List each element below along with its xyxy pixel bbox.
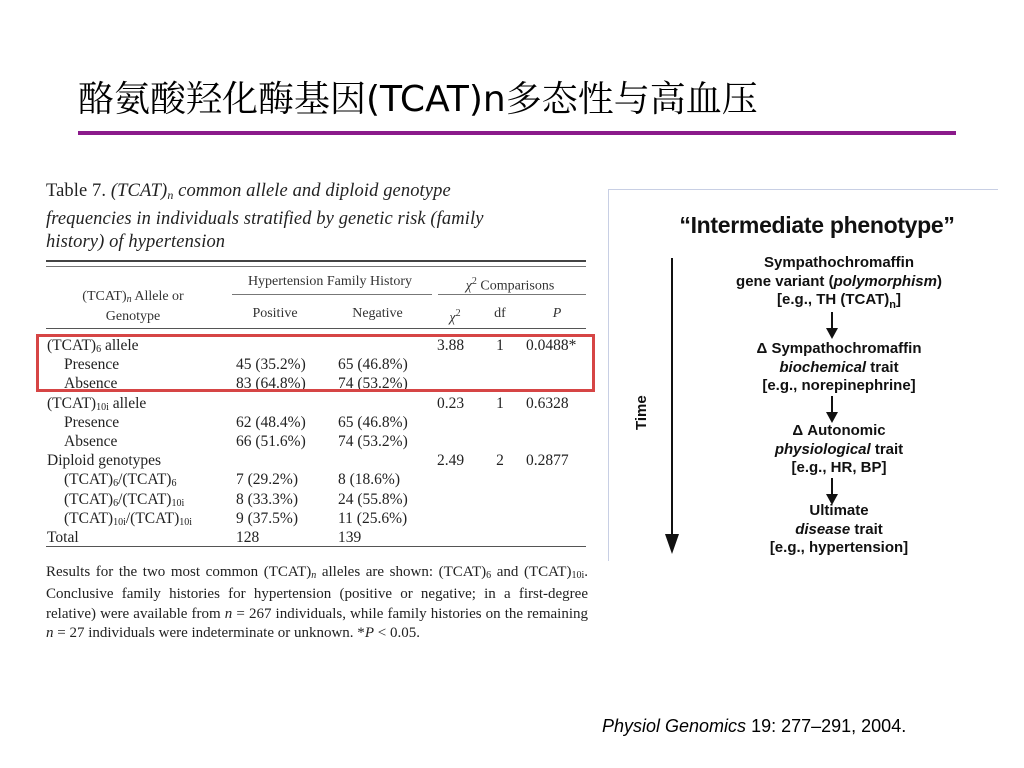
row-label: $(TCAT)_6/(TCAT)_{10i}$ [64, 490, 185, 509]
header-group-rule-2 [438, 294, 586, 295]
row-label: Diploid genotypes [47, 452, 162, 470]
caption-line2: frequencies in individuals stratified by genetic risk (family [46, 208, 484, 229]
header-group-rule-1 [232, 294, 432, 295]
row-label: Presence [64, 413, 120, 431]
header-p: P [552, 306, 562, 321]
cell-negative: 65 (46.8%) [338, 413, 408, 431]
row-label: Absence [64, 433, 118, 450]
cell-p: 0.2877 [526, 452, 569, 470]
row-label: Absence [64, 375, 118, 393]
table-footnote: Results for the two most common $(TCAT)_n$ alleles are shown: $(TCAT)_6$ and $(TCAT)_{10i}$. Conclusive family histories for hypertension (positive or negative; in a first-degree relative) were available from n = 267 individuals, while family histories on the remaining n = 27 individuals were indeterminate or unknown. *P < 0.05. [46, 564, 588, 641]
cell-df: 1 [496, 394, 504, 412]
slide-title: 酪氨酸羟化酶基因(TCAT)n多态性与高血压 [78, 79, 758, 120]
cell-chi2: 0.23 [437, 394, 465, 412]
cell-positive: 8 (33.3%) [236, 490, 298, 508]
header-bottom-rule [46, 328, 586, 329]
cell-chi2: 2.49 [437, 452, 465, 470]
cell-positive: 66 (51.6%) [236, 433, 306, 450]
caption-rest-1: common allele and diploid genotype [173, 181, 451, 201]
row-label: Presence [64, 356, 120, 374]
diagram-title: “Intermediate phenotype” [679, 212, 955, 238]
cell-p: 0.0488* [526, 337, 577, 354]
row-label: Total [47, 529, 79, 546]
cell-negative: 11 (25.6%) [338, 509, 408, 527]
cell-positive: 128 [236, 529, 260, 546]
cell-negative: 74 (53.2%) [338, 375, 408, 393]
caption-lead: Table 7. [46, 181, 107, 201]
cell-positive: 9 (37.5%) [236, 509, 298, 527]
header-chi: $\chi^2$ [449, 308, 461, 326]
time-label: Time [633, 395, 650, 430]
table-bottom-rule [46, 546, 586, 547]
cell-negative: 74 (53.2%) [338, 433, 408, 450]
header-family-history: Hypertension Family History [247, 274, 413, 289]
cell-df: 1 [496, 337, 504, 354]
cell-chi2: 3.88 [437, 337, 465, 354]
table-top-rule-2 [46, 266, 586, 267]
diagram-step-physiological: Δ Autonomic physiological trait [e.g., HR, BP] [774, 422, 904, 476]
diagram-step-biochemical: Δ Sympathochromaffin biochemical trait [e.g., norepinephrine] [756, 340, 922, 394]
caption-tcat: (TCAT) [110, 181, 168, 201]
cell-p: 0.6328 [526, 394, 569, 412]
cell-positive: 62 (48.4%) [236, 413, 306, 431]
cell-positive: 45 (35.2%) [236, 356, 306, 374]
cell-df: 2 [496, 452, 504, 470]
cell-negative: 24 (55.8%) [338, 490, 408, 508]
header-chi-comparisons: $\chi^2$ Comparisons [465, 276, 555, 294]
title-underline [78, 131, 956, 135]
caption-line3: history) of hypertension [46, 232, 226, 252]
cell-negative: 139 [338, 529, 362, 546]
cell-positive: 83 (64.8%) [236, 375, 306, 393]
table-caption [46, 180, 591, 255]
header-positive: Positive [252, 306, 298, 321]
citation-journal: Physiol Genomics [602, 716, 747, 736]
row-label: $(TCAT)_6$ allele [47, 337, 139, 355]
table-panel [40, 178, 595, 663]
down-arrow-2 [825, 396, 839, 424]
header-negative: Negative [352, 306, 403, 321]
table-top-rule [46, 260, 586, 262]
header-allele: $(TCAT)_n$ Allele or Genotype [82, 289, 184, 324]
diagram-step-gene-variant: Sympathochromaffin gene variant (polymorphism) [e.g., TH $(TCAT)_n$] [736, 254, 942, 311]
highlight-box [36, 334, 595, 392]
citation [602, 716, 1012, 737]
diagram-panel [608, 189, 998, 561]
row-label: $(TCAT)_6/(TCAT)_6$ [64, 471, 177, 490]
header-df: df [494, 306, 506, 321]
row-label: $(TCAT)_{10i}$ allele [47, 394, 147, 413]
cell-negative: 65 (46.8%) [338, 356, 408, 374]
cell-negative: 8 (18.6%) [338, 471, 400, 489]
cell-positive: 7 (29.2%) [236, 471, 298, 489]
diagram-step-disease: Ultimate disease trait [e.g., hypertension] [769, 502, 909, 556]
citation-rest: 19: 277–291, 2004. [746, 716, 907, 736]
down-arrow-1 [825, 312, 839, 340]
row-label: $(TCAT)_{10i}/(TCAT)_{10i}$ [64, 509, 193, 528]
caption-n: n [167, 188, 174, 202]
time-axis-arrow [661, 258, 685, 558]
